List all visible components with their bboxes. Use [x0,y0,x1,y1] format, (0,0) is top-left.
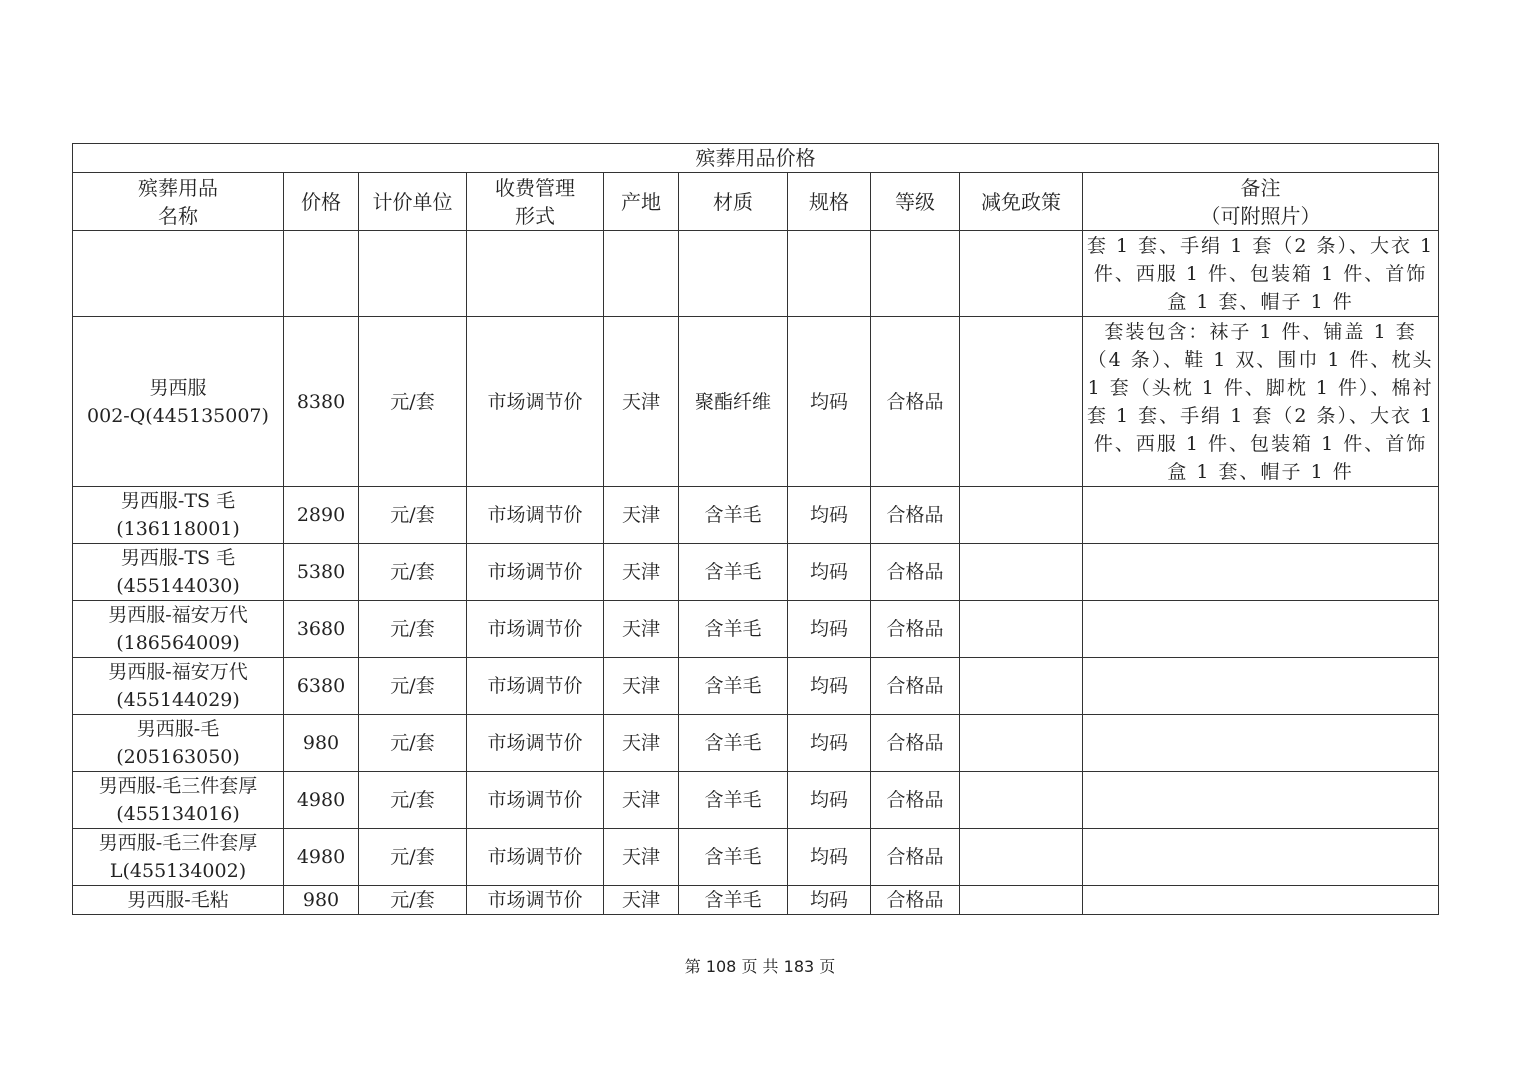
cell-charge: 市场调节价 [467,829,604,886]
cell-policy [960,317,1083,487]
cell-spec: 均码 [788,772,871,829]
cell-remark [1083,544,1439,601]
cell-price: 980 [284,715,359,772]
cell-material: 含羊毛 [679,658,788,715]
cell-name: 男西服-毛 (205163050) [73,715,284,772]
cell-price: 4980 [284,772,359,829]
table-header-row [73,173,1439,231]
cell-spec: 均码 [788,601,871,658]
cell-price: 2890 [284,487,359,544]
table-row [73,317,1439,487]
cell-policy [960,544,1083,601]
cell-policy [960,715,1083,772]
cell-unit: 元/套 [359,715,467,772]
cell-policy [960,886,1083,915]
table-row [73,601,1439,658]
cell-charge: 市场调节价 [467,601,604,658]
cell-origin: 天津 [604,544,679,601]
page-number: 108 [705,957,737,976]
cell-remark [1083,772,1439,829]
cell-grade: 合格品 [871,772,960,829]
cell-material: 含羊毛 [679,544,788,601]
cell-name [73,231,284,317]
cell-remark [1083,886,1439,915]
cell-remark [1083,601,1439,658]
header-remark: 备注 （可附照片） [1083,173,1439,231]
cell-origin: 天津 [604,601,679,658]
cell-price: 3680 [284,601,359,658]
cell-remark [1083,829,1439,886]
cell-spec: 均码 [788,658,871,715]
cell-unit: 元/套 [359,601,467,658]
cell-unit: 元/套 [359,317,467,487]
header-charge-form: 收费管理 形式 [467,173,604,231]
cell-price: 6380 [284,658,359,715]
cell-price: 8380 [284,317,359,487]
cell-spec: 均码 [788,829,871,886]
cell-material: 聚酯纤维 [679,317,788,487]
cell-policy [960,829,1083,886]
cell-charge: 市场调节价 [467,886,604,915]
cell-name: 男西服-毛三件套厚 L(455134002) [73,829,284,886]
cell-policy [960,601,1083,658]
page-footer [0,954,1520,977]
footer-middle: 页 共 [741,957,779,976]
cell-charge: 市场调节价 [467,715,604,772]
cell-material: 含羊毛 [679,487,788,544]
cell-spec: 均码 [788,715,871,772]
cell-material: 含羊毛 [679,886,788,915]
cell-unit: 元/套 [359,544,467,601]
cell-unit: 元/套 [359,772,467,829]
cell-origin: 天津 [604,487,679,544]
cell-policy [960,487,1083,544]
cell-origin: 天津 [604,317,679,487]
price-table [72,143,1439,915]
cell-charge: 市场调节价 [467,658,604,715]
cell-origin: 天津 [604,658,679,715]
cell-price [284,231,359,317]
cell-grade: 合格品 [871,658,960,715]
cell-price: 5380 [284,544,359,601]
header-material: 材质 [679,173,788,231]
cell-name: 男西服-TS 毛 (455144030) [73,544,284,601]
table-row [73,231,1439,317]
cell-origin: 天津 [604,715,679,772]
cell-charge: 市场调节价 [467,544,604,601]
cell-material: 含羊毛 [679,772,788,829]
cell-name: 男西服 002-Q(445135007) [73,317,284,487]
cell-grade: 合格品 [871,487,960,544]
cell-unit: 元/套 [359,886,467,915]
cell-unit: 元/套 [359,658,467,715]
cell-charge [467,231,604,317]
table-title: 殡葬用品价格 [73,144,1439,173]
cell-unit: 元/套 [359,487,467,544]
cell-origin [604,231,679,317]
cell-material: 含羊毛 [679,601,788,658]
cell-name: 男西服-TS 毛 (136118001) [73,487,284,544]
cell-grade: 合格品 [871,829,960,886]
table-row [73,487,1439,544]
cell-remark [1083,658,1439,715]
table-row [73,544,1439,601]
table-row [73,772,1439,829]
cell-charge: 市场调节价 [467,487,604,544]
cell-unit: 元/套 [359,829,467,886]
cell-name: 男西服-福安万代 (186564009) [73,601,284,658]
cell-policy [960,658,1083,715]
cell-remark: 套 1 套、手绢 1 套（2 条）、大衣 1 件、西服 1 件、包装箱 1 件、首饰盒 1 套、帽子 1 件 [1083,231,1439,317]
footer-suffix: 页 [819,957,836,976]
cell-material [679,231,788,317]
cell-remark: 套装包含：袜子 1 件、铺盖 1 套（4 条）、鞋 1 双、围巾 1 件、枕头 1 套（头枕 1 件、脚枕 1 件）、棉衬套 1 套、手绢 1 套（2 条）、大衣 1 件、西服 1 件、包装箱 1 件、首饰盒 1 套、帽子 1 件 [1083,317,1439,487]
cell-spec: 均码 [788,886,871,915]
header-unit: 计价单位 [359,173,467,231]
cell-spec: 均码 [788,487,871,544]
header-policy: 减免政策 [960,173,1083,231]
cell-price: 4980 [284,829,359,886]
table-row [73,715,1439,772]
cell-remark [1083,487,1439,544]
cell-policy [960,772,1083,829]
header-price: 价格 [284,173,359,231]
cell-material: 含羊毛 [679,715,788,772]
table-row [73,658,1439,715]
cell-grade: 合格品 [871,544,960,601]
cell-spec [788,231,871,317]
cell-origin: 天津 [604,886,679,915]
cell-charge: 市场调节价 [467,317,604,487]
cell-name: 男西服-福安万代 (455144029) [73,658,284,715]
cell-grade: 合格品 [871,601,960,658]
cell-grade: 合格品 [871,715,960,772]
cell-charge: 市场调节价 [467,772,604,829]
header-origin: 产地 [604,173,679,231]
cell-origin: 天津 [604,772,679,829]
cell-material: 含羊毛 [679,829,788,886]
header-spec: 规格 [788,173,871,231]
cell-name: 男西服-毛粘 [73,886,284,915]
footer-prefix: 第 [684,957,701,976]
cell-grade: 合格品 [871,886,960,915]
cell-spec: 均码 [788,317,871,487]
cell-remark [1083,715,1439,772]
cell-grade: 合格品 [871,317,960,487]
cell-unit [359,231,467,317]
cell-policy [960,231,1083,317]
header-grade: 等级 [871,173,960,231]
cell-name: 男西服-毛三件套厚 (455134016) [73,772,284,829]
table-row [73,886,1439,915]
header-name: 殡葬用品 名称 [73,173,284,231]
cell-price: 980 [284,886,359,915]
page-total: 183 [783,957,815,976]
cell-grade [871,231,960,317]
table-row [73,829,1439,886]
cell-spec: 均码 [788,544,871,601]
cell-origin: 天津 [604,829,679,886]
